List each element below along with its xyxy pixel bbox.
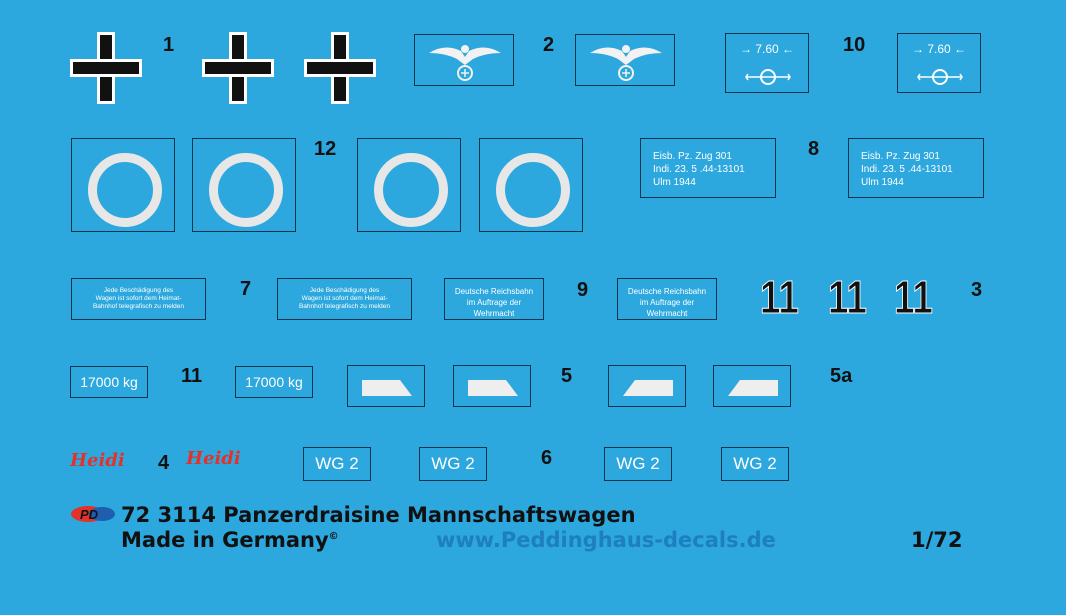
info-line-2: Indi. 23. 5 .44-13101	[861, 164, 953, 175]
notice-line-2: Wagen ist sofort dem Heimat-	[301, 295, 388, 302]
info-line-1: Eisb. Pz. Zug 301	[861, 151, 940, 162]
trapezoid-decal	[453, 365, 531, 407]
gauge-decal	[897, 33, 981, 93]
wg2-decal: WG 2	[604, 447, 672, 481]
number-11-decal: 11	[760, 271, 799, 323]
eagle-icon	[415, 35, 515, 87]
ring-icon	[88, 153, 162, 227]
decal-number-6: 6	[541, 447, 553, 469]
reichsbahn-decal	[617, 278, 717, 320]
made-in-germany	[121, 528, 339, 552]
decal-number-8: 8	[808, 138, 820, 160]
reichsbahn-decal	[444, 278, 544, 320]
trapezoid-icon	[454, 366, 532, 408]
decal-number-11: 11	[181, 365, 203, 387]
decal-number-2: 2	[543, 34, 555, 56]
reichsbahn-line-3: Wehrmacht	[473, 309, 515, 318]
wheel-axle-icon	[898, 34, 982, 94]
trapezoid-decal	[608, 365, 686, 407]
product-title: 72 3114 Panzerdraisine Mannschaftswagen	[121, 503, 636, 527]
weight-decal: 17000 kg	[70, 366, 148, 398]
notice-line-2: Wagen ist sofort dem Heimat-	[95, 295, 182, 302]
wheel-axle-icon	[726, 34, 810, 94]
ring-icon	[209, 153, 283, 227]
pd-logo-text: PD	[80, 507, 99, 522]
weight-decal: 17000 kg	[235, 366, 313, 398]
ring-decal	[71, 138, 175, 232]
info-decal	[848, 138, 984, 198]
info-line-2: Indi. 23. 5 .44-13101	[653, 164, 745, 175]
number-11-decal: 11	[894, 271, 933, 323]
pd-logo	[70, 505, 118, 523]
reichsbahn-line-2: im Auftrage der	[466, 298, 522, 307]
reichsbahn-line-3: Wehrmacht	[646, 309, 688, 318]
eagle-decal	[575, 34, 675, 86]
reichsbahn-line-1: Deutsche Reichsbahn	[454, 287, 534, 296]
decal-number-10: 10	[843, 34, 866, 56]
heidi-decal: Heidi	[186, 448, 241, 469]
decal-number-5a: 5a	[830, 365, 853, 387]
decal-number-3: 3	[971, 279, 983, 301]
decal-number-5: 5	[561, 365, 573, 387]
notice-line-3: Bahnhof telegrafisch zu melden	[298, 303, 391, 310]
trapezoid-decal	[347, 365, 425, 407]
scale-label: 1/72	[911, 528, 963, 552]
damage-notice-decal	[71, 278, 206, 320]
info-line-1: Eisb. Pz. Zug 301	[653, 151, 732, 162]
balkenkreuz-icon	[70, 32, 142, 104]
decal-number-7: 7	[240, 278, 252, 300]
decal-number-12: 12	[314, 138, 337, 160]
trapezoid-icon	[348, 366, 426, 408]
balkenkreuz-icon	[202, 32, 274, 104]
wg2-decal: WG 2	[419, 447, 487, 481]
decal-number-9: 9	[577, 279, 589, 301]
trapezoid-decal	[713, 365, 791, 407]
reichsbahn-line-2: im Auftrage der	[639, 298, 695, 307]
trapezoid-icon	[714, 366, 792, 408]
website-url[interactable]: www.Peddinghaus-decals.de	[436, 528, 776, 552]
copyright-mark: ©	[328, 531, 339, 542]
info-line-3: Ulm 1944	[653, 177, 696, 188]
notice-line-1: Jede Beschädigung des	[309, 287, 380, 294]
trapezoid-icon	[609, 366, 687, 408]
gauge-decal	[725, 33, 809, 93]
number-11-decal: 11	[828, 271, 867, 323]
ring-decal	[357, 138, 461, 232]
decal-number-4: 4	[158, 452, 170, 474]
ring-decal	[479, 138, 583, 232]
eagle-icon	[576, 35, 676, 87]
ring-icon	[374, 153, 448, 227]
info-line-3: Ulm 1944	[861, 177, 904, 188]
notice-line-3: Bahnhof telegrafisch zu melden	[92, 303, 185, 310]
damage-notice-decal	[277, 278, 412, 320]
wg2-decal: WG 2	[721, 447, 789, 481]
wg2-decal: WG 2	[303, 447, 371, 481]
info-decal	[640, 138, 776, 198]
balkenkreuz-icon	[304, 32, 376, 104]
gauge-label: → 7.60 ←	[739, 42, 795, 56]
heidi-decal: Heidi	[70, 450, 125, 471]
reichsbahn-line-1: Deutsche Reichsbahn	[627, 287, 707, 296]
eagle-decal	[414, 34, 514, 86]
gauge-label: → 7.60 ←	[911, 42, 967, 56]
pd-logo-icon	[70, 505, 118, 523]
ring-icon	[496, 153, 570, 227]
ring-decal	[192, 138, 296, 232]
notice-line-1: Jede Beschädigung des	[103, 287, 174, 294]
made-text: Made in Germany	[121, 528, 329, 552]
decal-number-1: 1	[163, 34, 175, 56]
